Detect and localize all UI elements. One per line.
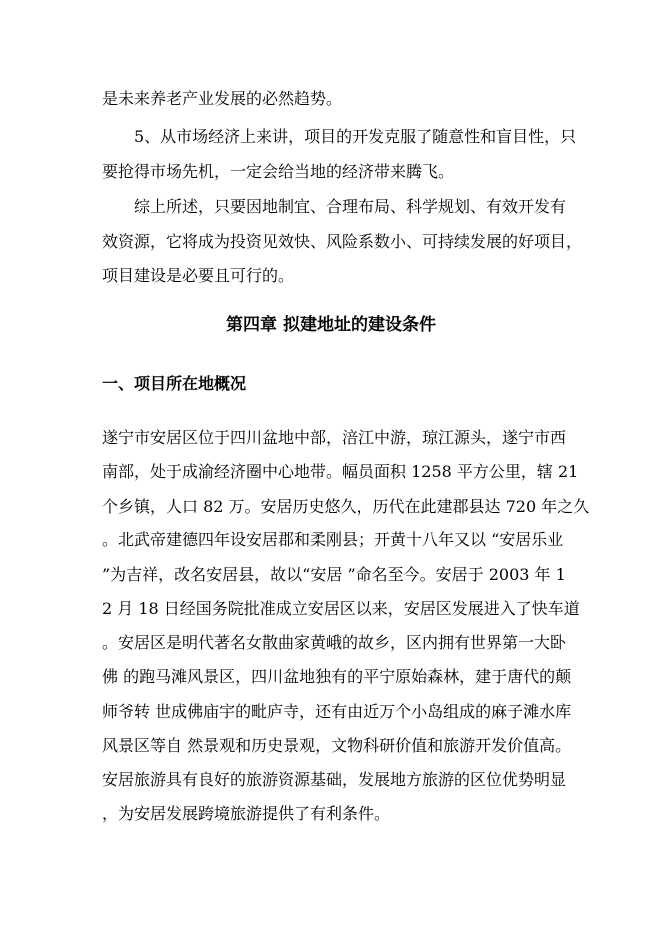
paragraph-line: 综上所述，只要因地制宜、合理布局、科学规划、有效开发有 <box>134 197 567 216</box>
paragraph-line: 项目建设是必要且可行的。 <box>102 266 295 285</box>
paragraph-line: 南部，处于成渝经济圈中心地带。幅员面积 1258 平方公里，辖 21 <box>102 462 579 481</box>
paragraph-line: 5、从市场经济上来讲，项目的开发克服了随意性和盲目性，只 <box>134 127 577 146</box>
paragraph-line: ，为安居发展跨境旅游提供了有利条件。 <box>102 804 391 823</box>
paragraph-line: 是未来养老产业发展的必然趋势。 <box>102 89 343 108</box>
chapter-title: 第四章 拟建地址的建设条件 <box>226 315 436 335</box>
paragraph-line: 。安居区是明代著名女散曲家黄峨的故乡，区内拥有世界第一大卧 <box>102 633 567 652</box>
paragraph-line: 安居旅游具有良好的旅游资源基础，发展地方旅游的区位优势明显 <box>102 770 567 789</box>
section-title: 一、项目所在地概况 <box>102 374 247 393</box>
paragraph-line: 效资源，它将成为投资见效快、风险系数小、可持续发展的好项目， <box>102 232 583 251</box>
paragraph-line: 个乡镇，人口 82 万。安居历史悠久，历代在此建郡县达 720 年之久 <box>102 497 590 516</box>
paragraph-line: ”为吉祥，改名安居县，故以“安居 ”命名至今。安居于 2003 年 1 <box>102 565 566 584</box>
paragraph-line: 师爷转 世成佛庙宇的毗庐寺，还有由近万个小岛组成的麻子滩水库 <box>102 702 572 721</box>
paragraph-line: 佛 的跑马滩风景区，四川盆地独有的平宁原始森林，建于唐代的颠 <box>102 667 572 686</box>
paragraph-line: 遂宁市安居区位于四川盆地中部，涪江中游，琼江源头，遂宁市西 <box>102 428 567 447</box>
paragraph-line: 。北武帝建德四年设安居郡和柔刚县；开黄十八年又以 “安居乐业 <box>102 530 564 549</box>
paragraph-line: 要抢得市场先机，一定会给当地的经济带来腾飞。 <box>102 162 455 181</box>
paragraph-line: 2 月 18 日经国务院批准成立安居区以来，安居区发展进入了快车道 <box>102 599 580 618</box>
paragraph-line: 风景区等自 然景观和历史景观，文物科研价值和旅游开发价值高。 <box>102 736 572 755</box>
